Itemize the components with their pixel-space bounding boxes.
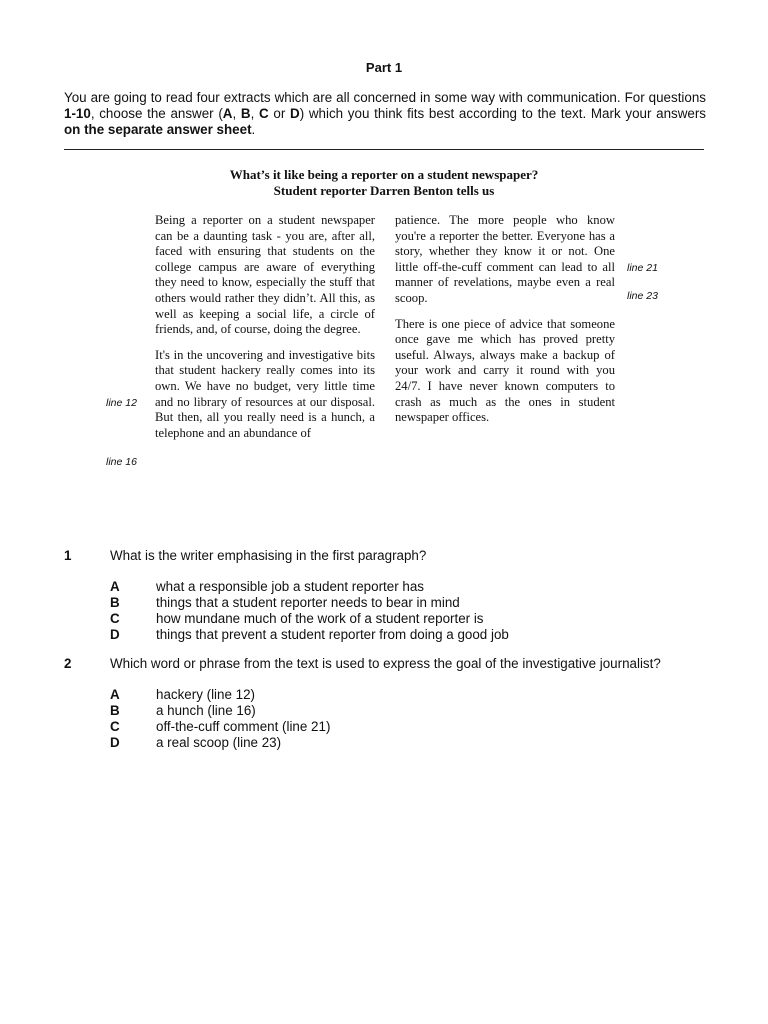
option-text: hackery (line 12)	[156, 687, 255, 702]
option-letter: A	[110, 687, 120, 702]
option-c[interactable]	[110, 719, 730, 735]
article-paragraph: There is one piece of advice that someone once gave me which has proved pretty useful. Always, always make a backup of your work and carry it round with you 24/7. I have never known computers to crash as much as the ones in student newspaper offices.	[395, 316, 615, 425]
option-c[interactable]	[110, 611, 730, 627]
article-title	[0, 167, 768, 198]
instructions-option-d: D	[290, 106, 300, 121]
instructions	[64, 90, 706, 138]
option-a[interactable]	[110, 687, 730, 703]
instructions-answer-sheet: on the separate answer sheet	[64, 122, 252, 137]
option-text: a real scoop (line 23)	[156, 735, 282, 750]
divider-rule	[64, 149, 704, 150]
article-title-line-2: Student reporter Darren Benton tells us	[273, 182, 495, 198]
article-paragraph: patience. The more people who know you're a reporter the better. Everyone has a story, whether they know it or not. One little off-the-cuff comment can lead to all manner of revelations, maybe even a real scoop.	[395, 213, 615, 305]
instructions-question-range: 1-10	[64, 106, 91, 121]
instructions-option-c: C	[259, 106, 269, 121]
instructions-text-3: ) which you think fits best according to the text. Mark your answers	[299, 106, 706, 121]
option-text: how mundane much of the work of a student reporter is	[156, 611, 484, 626]
option-d[interactable]	[110, 735, 730, 751]
question-options	[110, 687, 730, 751]
article-column-right	[395, 213, 615, 436]
option-text: things that prevent a student reporter from doing a good job	[156, 627, 509, 642]
option-b[interactable]	[110, 703, 730, 719]
option-d[interactable]	[110, 627, 730, 643]
option-a[interactable]	[110, 579, 730, 595]
instructions-comma-2: ,	[250, 106, 260, 121]
line-marker-21: line 21	[627, 262, 658, 274]
question-number: 2	[64, 656, 72, 671]
question-number: 1	[64, 548, 72, 563]
question-2	[64, 656, 744, 756]
option-text: a hunch (line 16)	[156, 703, 256, 718]
option-text: what a responsible job a student reporter has	[156, 579, 424, 594]
instructions-text-4: .	[251, 122, 256, 137]
article-paragraph: Being a reporter on a student newspaper can be a daunting task - you are, after all, faced with ensuring that students on the college campus are aware of everything they need to know, especially the stuff that others would rather they didn’t. All this, as well as keeping a social life, a circle of friends, and, of course, doing the degree.	[155, 213, 375, 337]
option-text: off-the-cuff comment (line 21)	[156, 719, 331, 734]
line-marker-23: line 23	[627, 290, 658, 302]
question-text: Which word or phrase from the text is used to express the goal of the investigative journalist?	[110, 656, 661, 671]
line-marker-12: line 12	[106, 397, 137, 409]
instructions-option-a: A	[222, 106, 233, 121]
instructions-text-1: You are going to read four extracts which are all concerned in some way with communication. For questions	[64, 90, 706, 105]
option-b[interactable]	[110, 595, 730, 611]
option-letter: D	[110, 627, 120, 642]
option-letter: D	[110, 735, 120, 750]
option-letter: C	[110, 611, 120, 626]
question-options	[110, 579, 730, 643]
option-letter: C	[110, 719, 120, 734]
instructions-comma-1: ,	[232, 106, 241, 121]
part-title: Part 1	[365, 60, 403, 75]
article-column-left	[155, 213, 375, 451]
option-letter: A	[110, 579, 120, 594]
question-text: What is the writer emphasising in the first paragraph?	[110, 548, 427, 563]
option-letter: B	[110, 703, 120, 718]
option-text: things that a student reporter needs to bear in mind	[156, 595, 460, 610]
line-marker-16: line 16	[106, 456, 137, 468]
article-paragraph: It's in the uncovering and investigative bits that student hackery really comes into its own. We have no budget, very little time and no library of resources at our disposal. But then, all you really need is a hunch, a telephone and an abundance of	[155, 347, 375, 440]
instructions-option-b: B	[240, 106, 251, 121]
option-letter: B	[110, 595, 120, 610]
article-title-line-1: What’s it like being a reporter on a student newspaper?	[229, 167, 539, 182]
instructions-or: or	[268, 106, 291, 121]
question-1	[64, 548, 744, 648]
instructions-text-2: , choose the answer (	[90, 106, 223, 121]
